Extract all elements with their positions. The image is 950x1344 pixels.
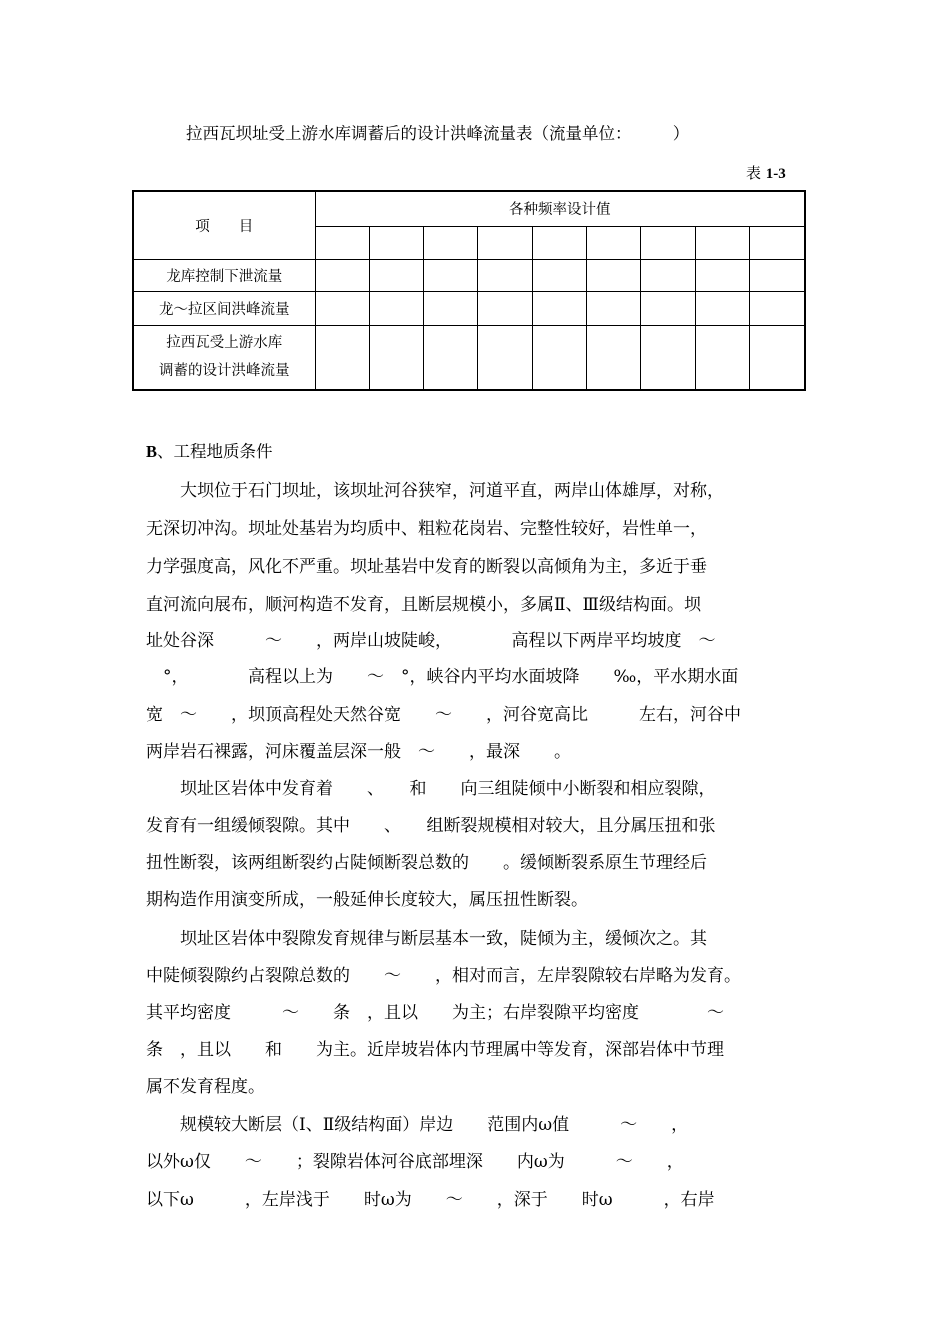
value-cell bbox=[315, 325, 369, 389]
table-row bbox=[134, 291, 804, 325]
value-cell bbox=[315, 291, 369, 325]
section-letter: B bbox=[146, 442, 158, 461]
table-caption: 拉西瓦坝址受上游水库调蓄后的设计洪峰流量表（流量单位： ） bbox=[186, 124, 690, 143]
value-cell bbox=[369, 325, 423, 389]
row-label-line: 拉西瓦受上游水库 bbox=[166, 335, 283, 352]
table-number bbox=[746, 162, 786, 183]
value-cell bbox=[424, 259, 478, 291]
paragraph-line: 以外ω仅 ～ ；裂隙岩体河谷底部埋深 内ω为 ～ ， bbox=[146, 1152, 684, 1172]
paragraph-line: 无深切冲沟。坝址处基岩为均质中、粗粒花岗岩、完整性较好，岩性单一， bbox=[146, 519, 707, 539]
value-cell bbox=[532, 259, 586, 291]
table-number-value: 1-3 bbox=[765, 166, 786, 182]
frequency-col-header bbox=[750, 226, 804, 259]
paragraph-line: 发育有一组缓倾裂隙。其中 、 组断裂规模相对较大，且分属压扭和张 bbox=[146, 816, 716, 836]
value-cell bbox=[315, 259, 369, 291]
value-cell bbox=[532, 325, 586, 389]
paragraph-line: 中陡倾裂隙约占裂隙总数的 ～ ，相对而言，左岸裂隙较右岸略为发育。 bbox=[146, 966, 741, 986]
value-cell bbox=[695, 325, 749, 389]
value-cell bbox=[587, 325, 641, 389]
row-label bbox=[134, 291, 315, 325]
value-cell bbox=[369, 259, 423, 291]
row-label-line: 龙库控制下泄流量 bbox=[166, 268, 283, 285]
value-cell bbox=[750, 259, 804, 291]
paragraph-line: 力学强度高，风化不严重。坝址基岩中发育的断裂以高倾角为主，多近于垂 bbox=[146, 557, 707, 577]
table-number-prefix: 表 bbox=[746, 164, 766, 182]
row-label bbox=[134, 325, 315, 389]
frequency-col-header bbox=[369, 226, 423, 259]
paragraph-line: 坝址区岩体中发育着 、 和 向三组陡倾中小断裂和相应裂隙， bbox=[146, 779, 716, 799]
value-cell bbox=[587, 291, 641, 325]
value-cell bbox=[532, 291, 586, 325]
paragraph-line: 坝址区岩体中裂隙发育规律与断层基本一致，陡倾为主，缓倾次之。其 bbox=[146, 929, 707, 949]
paragraph-line: 条 ，且以 和 为主。近岸坡岩体内节理属中等发育，深部岩体中节理 bbox=[146, 1040, 724, 1060]
value-cell bbox=[478, 291, 532, 325]
header-frequency-label: 各种频率设计值 bbox=[509, 202, 611, 219]
frequency-col-header bbox=[641, 226, 695, 259]
frequency-col-header bbox=[424, 226, 478, 259]
paragraph-line: 期构造作用演变所成，一般延伸长度较大，属压扭性断裂。 bbox=[146, 890, 588, 910]
header-frequency-cell bbox=[315, 192, 804, 226]
frequency-col-header bbox=[587, 226, 641, 259]
paragraph-line: 规模较大断层（Ⅰ、Ⅱ级结构面）岸边 范围内ω值 ～ ， bbox=[146, 1115, 689, 1135]
paragraph-line: 大坝位于石门坝址，该坝址河谷狭窄，河道平直，两岸山体雄厚，对称， bbox=[146, 481, 724, 501]
value-cell bbox=[587, 259, 641, 291]
paragraph-line: 以下ω ，左岸浅于 时ω为 ～ ，深于 时ω ，右岸 bbox=[146, 1190, 715, 1210]
row-label-line: 调蓄的设计洪峰流量 bbox=[159, 363, 290, 380]
value-cell bbox=[750, 325, 804, 389]
value-cell bbox=[641, 291, 695, 325]
frequency-col-header bbox=[695, 226, 749, 259]
frequency-col-header bbox=[532, 226, 586, 259]
value-cell bbox=[424, 325, 478, 389]
paragraph-line: 址处谷深 ～ ，两岸山坡陡峻， 高程以下两岸平均坡度 ～ bbox=[146, 631, 716, 651]
frequency-col-header bbox=[478, 226, 532, 259]
value-cell bbox=[478, 259, 532, 291]
table-row bbox=[134, 325, 804, 389]
table-row bbox=[134, 259, 804, 291]
header-item-label: 项 目 bbox=[195, 218, 254, 235]
section-heading bbox=[146, 438, 273, 462]
paragraph-line: 扭性断裂，该两组断裂约占陡倾断裂总数的 。缓倾断裂系原生节理经后 bbox=[146, 853, 707, 873]
paragraph-line: 两岸岩石裸露，河床覆盖层深一般 ～ ，最深 。 bbox=[146, 742, 571, 762]
value-cell bbox=[641, 259, 695, 291]
header-item-cell bbox=[134, 192, 315, 259]
paragraph-line: 直河流向展布，顺河构造不发育，且断层规模小，多属Ⅱ、Ⅲ级结构面。坝 bbox=[146, 595, 701, 615]
value-cell bbox=[695, 291, 749, 325]
value-cell bbox=[369, 291, 423, 325]
flood-design-table bbox=[132, 190, 806, 391]
value-cell bbox=[641, 325, 695, 389]
paragraph-line: 属不发育程度。 bbox=[146, 1077, 265, 1097]
paragraph-line: °， 高程以上为 ～ °，峡谷内平均水面坡降 ‰，平水期水面 bbox=[146, 667, 739, 687]
row-label-line: 龙～拉区间洪峰流量 bbox=[159, 301, 290, 318]
paragraph-line: 其平均密度 ～ 条 ，且以 为主；右岸裂隙平均密度 ～ bbox=[146, 1003, 724, 1023]
section-title: 、工程地质条件 bbox=[157, 442, 273, 461]
value-cell bbox=[478, 325, 532, 389]
value-cell bbox=[750, 291, 804, 325]
value-cell bbox=[695, 259, 749, 291]
value-cell bbox=[424, 291, 478, 325]
paragraph-line: 宽 ～ ，坝顶高程处天然谷宽 ～ ，河谷宽高比 左右，河谷中 bbox=[146, 705, 741, 725]
row-label bbox=[134, 259, 315, 291]
frequency-col-header bbox=[315, 226, 369, 259]
